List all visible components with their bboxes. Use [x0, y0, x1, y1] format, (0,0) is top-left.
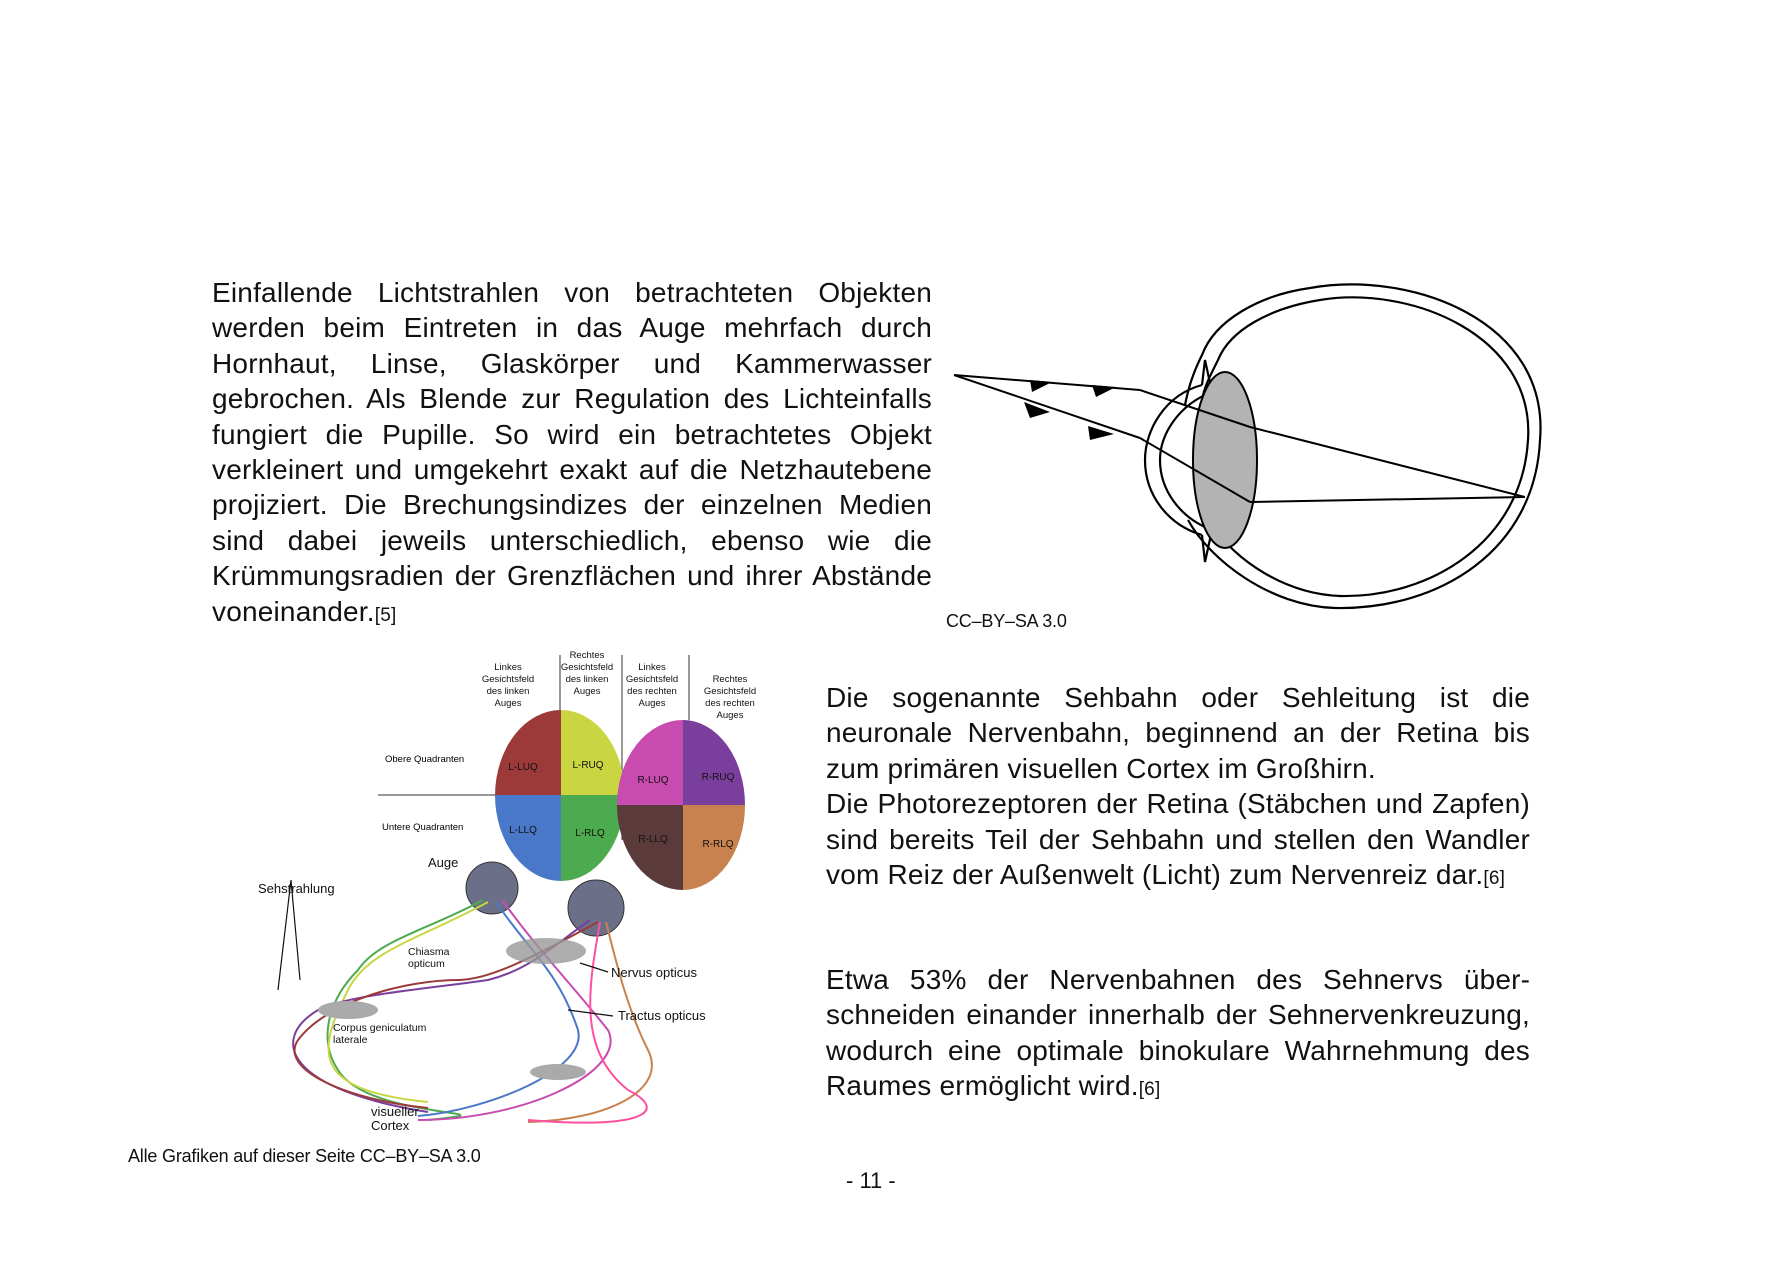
lgn-left — [318, 1001, 378, 1019]
label-chiasma: opticum — [408, 958, 445, 970]
citation-ref: [6] — [1483, 868, 1506, 890]
header-line: des linken — [565, 674, 609, 685]
quadrant-l-luq — [495, 710, 561, 795]
header-line: Gesichtsfeld — [560, 662, 614, 673]
header-line: Linkes — [638, 662, 666, 673]
paragraph-text: Die Photorezeptoren der Retina (Stäbchen und Zapfen) sind bereits Teil der Sehbahn und stellen den Wandler vom Reiz der Außenwelt (Licht) zum Nervenreiz dar. — [826, 788, 1530, 891]
header-line: Rechtes — [712, 674, 748, 685]
svg-text:Chiasmaopticum — [408, 946, 450, 970]
chiasma-disk — [506, 938, 586, 964]
label-chiasma: Chiasma — [408, 946, 450, 958]
header-line: Auges — [716, 710, 744, 721]
visual-pathway-diagram — [228, 650, 778, 1150]
paragraph-text: Einfallende Lichtstrahlen von betrachteten Objekten werden beim Eintreten in das Auge mehrfach durch Hornhaut, Linse, Glaskörper und Kammerwasser gebrochen. Als Blende zur Regulation des Lichteinfalls fungiert die Pupille. So wird ein betrachtetes Objekt verkleinert und umgekehrt exakt auf die Netzhautebene projiziert. Die Brechungsindizes der einzelnen Medien sind dabei jeweils unterschiedlich, ebenso wie die Krümmungsradien der Grenzflächen und ihrer Abstände voneinander. — [212, 277, 932, 627]
label-sehstrahlung: Sehstrahlung — [258, 881, 335, 896]
label-nervus: Nervus opticus — [611, 965, 697, 980]
quadrant-r-llq — [617, 805, 683, 890]
svg-text:visuellerCortex — [371, 1104, 419, 1133]
header-line: Linkes — [494, 662, 522, 673]
quadrant-label: L-RUQ — [572, 760, 604, 771]
header-line: Auges — [638, 698, 666, 709]
row-label-upper: Obere Quadranten — [385, 754, 465, 765]
quadrant-label: R-RLQ — [702, 839, 734, 850]
citation-ref: [6] — [1138, 1079, 1161, 1101]
paragraph-chiasma — [826, 962, 1530, 1108]
quadrant-label: R-LLQ — [638, 834, 668, 845]
label-corpus: laterale — [333, 1034, 368, 1046]
svg-text:Corpus geniculatumlaterale — [333, 1022, 427, 1046]
quadrant-r-luq — [617, 720, 683, 805]
paragraph-light-refraction — [212, 275, 932, 633]
paragraph-sehbahn — [826, 680, 1530, 896]
label-tractus: Tractus opticus — [618, 1008, 706, 1023]
eye-retina-outline — [1212, 297, 1528, 596]
header-line: des rechten — [705, 698, 755, 709]
header-line: des rechten — [627, 686, 677, 697]
eye-refraction-diagram — [940, 280, 1560, 620]
left-eye-field — [495, 710, 625, 881]
right-eyeball — [568, 880, 624, 936]
row-label-lower: Untere Quadranten — [382, 822, 464, 833]
right-eye-field — [617, 720, 745, 890]
header-line: Gesichtsfeld — [703, 686, 757, 697]
label-cortex: visueller — [371, 1104, 419, 1119]
label-cortex: Cortex — [371, 1118, 410, 1133]
ray-arrowheads — [1024, 380, 1116, 440]
quadrant-label: L-LLQ — [509, 825, 537, 836]
citation-ref: [5] — [374, 604, 397, 626]
header-line: Gesichtsfeld — [625, 674, 679, 685]
quadrant-label: R-LUQ — [637, 775, 669, 786]
label-corpus: Corpus geniculatum — [333, 1022, 427, 1034]
svg-text:LinkesGesichtsfelddes linkenAu — [482, 662, 534, 709]
caption-all-graphics-license: Alle Grafiken auf dieser Seite CC–BY–SA 3.0 — [128, 1146, 481, 1166]
page-number: - 11 - — [846, 1168, 896, 1193]
label-auge: Auge — [428, 855, 459, 870]
paragraph-text: Etwa 53% der Nervenbahnen des Sehnervs überschneiden einander innerhalb der Sehnervenkreuzung, wodurch eine optimale binokulare Wahrnehmung des Raumes ermöglicht wird. — [826, 964, 1530, 1102]
header-line: Auges — [494, 698, 522, 709]
quadrant-r-ruq — [683, 720, 745, 805]
header-line: Auges — [573, 686, 601, 697]
paragraph-text: Die sogenannte Sehbahn oder Sehleitung ist die neuronale Nervenbahn, beginnend an der Retina bis zum primären visuellen Cortex im Großhirn. — [826, 682, 1530, 784]
quadrant-label: L-RLQ — [575, 828, 605, 839]
header-line: Rechtes — [569, 650, 605, 661]
eye-lens — [1193, 372, 1257, 548]
header-line: des linken — [486, 686, 530, 697]
lgn-right — [530, 1064, 586, 1080]
quadrant-label: R-RUQ — [701, 772, 735, 783]
header-line: Gesichtsfeld — [481, 674, 535, 685]
left-eyeball — [466, 862, 518, 914]
caption-eye-license: CC–BY–SA 3.0 — [946, 611, 1067, 631]
svg-text:RechtesGesichtsfelddes linkenA — [561, 650, 613, 697]
quadrant-label: L-LUQ — [508, 762, 538, 773]
svg-text:RechtesGesichtsfelddes rechten — [704, 674, 756, 721]
quadrant-l-ruq — [561, 710, 625, 795]
svg-text:LinkesGesichtsfelddes rechtenA — [626, 662, 678, 709]
